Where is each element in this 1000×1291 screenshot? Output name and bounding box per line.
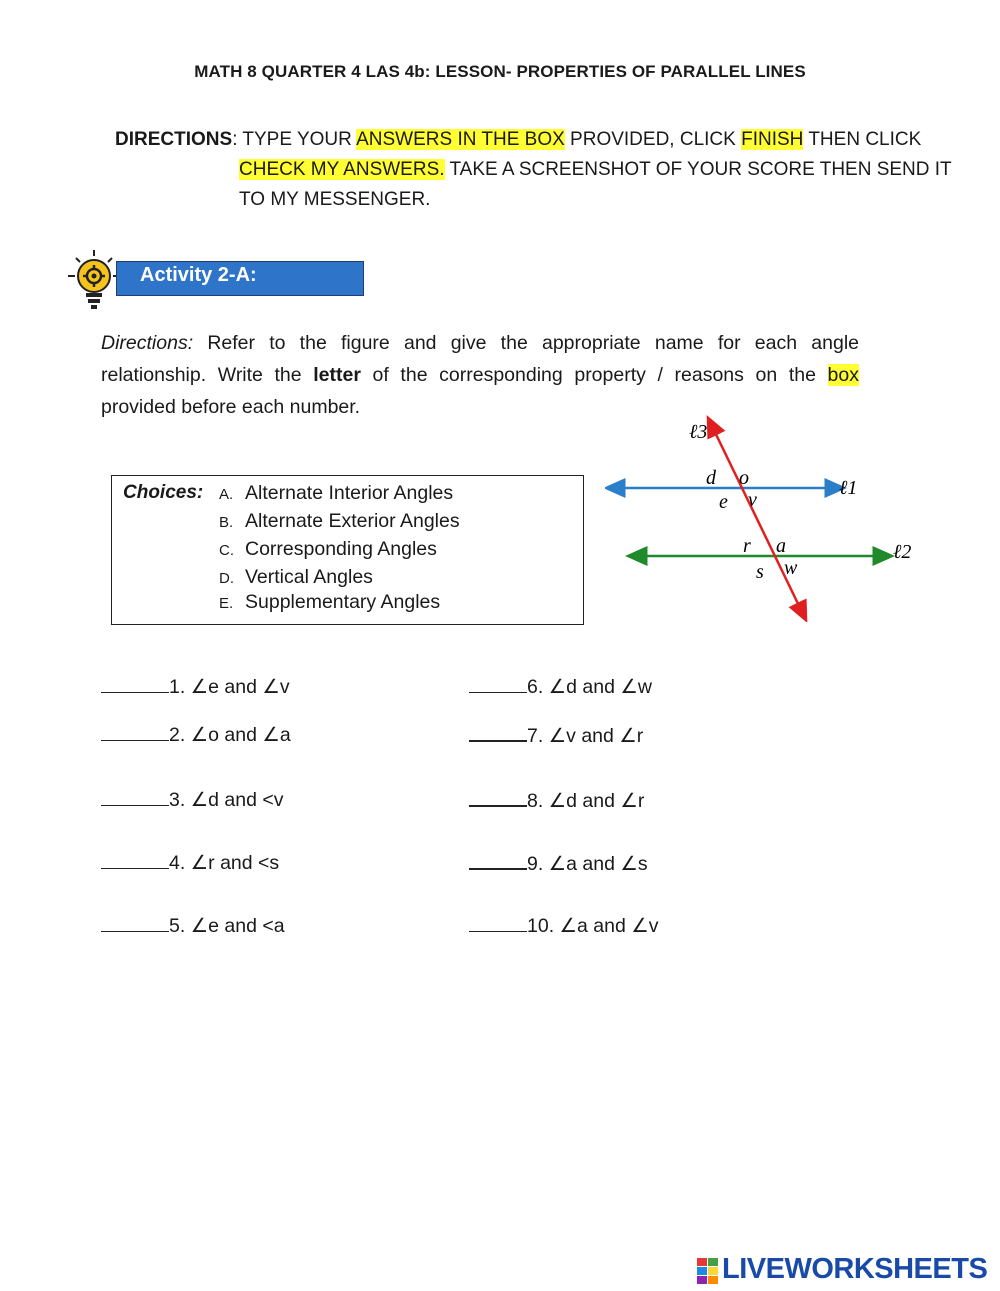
answer-box[interactable] bbox=[101, 913, 169, 932]
choices-label: Choices: bbox=[123, 482, 204, 503]
answer-box[interactable] bbox=[101, 787, 169, 806]
label-l2: ℓ2 bbox=[893, 541, 912, 563]
activity-title: Activity 2-A: bbox=[140, 264, 257, 286]
choice-item bbox=[219, 482, 453, 505]
choice-text: Alternate Interior Angles bbox=[245, 482, 454, 504]
label-v: v bbox=[748, 489, 757, 511]
instructions-text: Refer to the figure and give the appropriate name for each angle bbox=[193, 332, 859, 354]
answer-box[interactable] bbox=[469, 850, 527, 870]
choice-letter: B. bbox=[219, 514, 234, 531]
label-w: w bbox=[784, 557, 798, 579]
instructions-line-2 bbox=[101, 359, 859, 391]
directions-highlight: ANSWERS IN THE BOX bbox=[356, 129, 565, 150]
choice-text: Alternate Exterior Angles bbox=[245, 510, 460, 532]
answer-box[interactable] bbox=[101, 722, 169, 741]
question-text: 1. ∠e and ∠v bbox=[169, 676, 290, 698]
directions-text: : TYPE YOUR bbox=[232, 129, 357, 150]
directions-highlight: CHECK MY ANSWERS. bbox=[239, 159, 445, 180]
label-s: s bbox=[756, 561, 764, 583]
choice-item bbox=[219, 538, 437, 561]
question-4 bbox=[101, 850, 279, 875]
lightbulb-icon bbox=[66, 248, 122, 312]
choice-letter: C. bbox=[219, 542, 234, 559]
choice-text: Corresponding Angles bbox=[245, 538, 437, 560]
label-a: a bbox=[776, 535, 786, 557]
instructions-bold: letter bbox=[313, 364, 361, 386]
label-l3: ℓ3 bbox=[689, 421, 708, 443]
directions-text: TAKE A SCREENSHOT OF YOUR SCORE THEN SEND IT bbox=[444, 159, 952, 180]
choice-letter: D. bbox=[219, 570, 234, 587]
question-text: 6. ∠d and ∠w bbox=[527, 676, 652, 698]
choice-item bbox=[219, 566, 373, 589]
directions-text: THEN CLICK bbox=[803, 129, 922, 150]
liveworksheets-logo-icon bbox=[697, 1258, 719, 1284]
question-6 bbox=[469, 674, 652, 699]
answer-box[interactable] bbox=[469, 722, 527, 742]
label-e: e bbox=[719, 491, 728, 513]
choice-item bbox=[219, 591, 440, 614]
question-10 bbox=[469, 913, 658, 938]
directions-label: DIRECTIONS bbox=[115, 129, 233, 150]
question-text: 3. ∠d and <v bbox=[169, 789, 284, 811]
answer-box[interactable] bbox=[101, 850, 169, 869]
label-l1: ℓ1 bbox=[839, 477, 858, 499]
instructions-text: of the corresponding property / reasons on the bbox=[360, 364, 828, 386]
instructions-highlight: box bbox=[827, 364, 859, 386]
question-text: 4. ∠r and <s bbox=[169, 852, 280, 874]
instructions-line-1 bbox=[101, 327, 859, 359]
label-r: r bbox=[743, 535, 751, 557]
directions-line-3: TO MY MESSENGER. bbox=[239, 189, 431, 210]
directions-highlight: FINISH bbox=[741, 129, 804, 150]
page-title: MATH 8 QUARTER 4 LAS 4b: LESSON- PROPERTIES OF PARALLEL LINES bbox=[194, 62, 806, 81]
instructions-line-3: provided before each number. bbox=[101, 396, 361, 418]
choice-text: Supplementary Angles bbox=[245, 591, 441, 613]
choice-letter: E. bbox=[219, 595, 234, 612]
instructions-text: relationship. Write the bbox=[101, 364, 314, 386]
question-8 bbox=[469, 787, 644, 813]
question-2 bbox=[101, 722, 291, 747]
question-5 bbox=[101, 913, 285, 938]
question-1 bbox=[101, 674, 290, 699]
choice-item bbox=[219, 510, 460, 533]
question-9 bbox=[469, 850, 648, 876]
question-7 bbox=[469, 722, 643, 748]
transversal-l3 bbox=[711, 424, 803, 614]
answer-box[interactable] bbox=[469, 674, 527, 693]
directions-line-1 bbox=[115, 125, 921, 155]
directions-text: PROVIDED, CLICK bbox=[564, 129, 742, 150]
question-text: 2. ∠o and ∠a bbox=[169, 724, 291, 746]
label-o: o bbox=[739, 467, 749, 489]
question-text: 7. ∠v and ∠r bbox=[527, 725, 644, 747]
question-3 bbox=[101, 787, 284, 812]
question-text: 5. ∠e and <a bbox=[169, 915, 285, 937]
choice-letter: A. bbox=[219, 486, 234, 503]
label-d: d bbox=[706, 467, 716, 489]
answer-box[interactable] bbox=[101, 674, 169, 693]
parallel-lines-figure bbox=[605, 412, 925, 622]
question-text: 9. ∠a and ∠s bbox=[527, 853, 648, 875]
directions-line-2 bbox=[239, 155, 952, 185]
answer-box[interactable] bbox=[469, 913, 527, 932]
liveworksheets-brand[interactable]: LIVEWORKSHEETS bbox=[722, 1253, 988, 1285]
instructions-label: Directions: bbox=[101, 332, 194, 354]
question-text: 10. ∠a and ∠v bbox=[527, 915, 659, 937]
question-text: 8. ∠d and ∠r bbox=[527, 790, 645, 812]
choice-text: Vertical Angles bbox=[245, 566, 373, 588]
answer-box[interactable] bbox=[469, 787, 527, 807]
